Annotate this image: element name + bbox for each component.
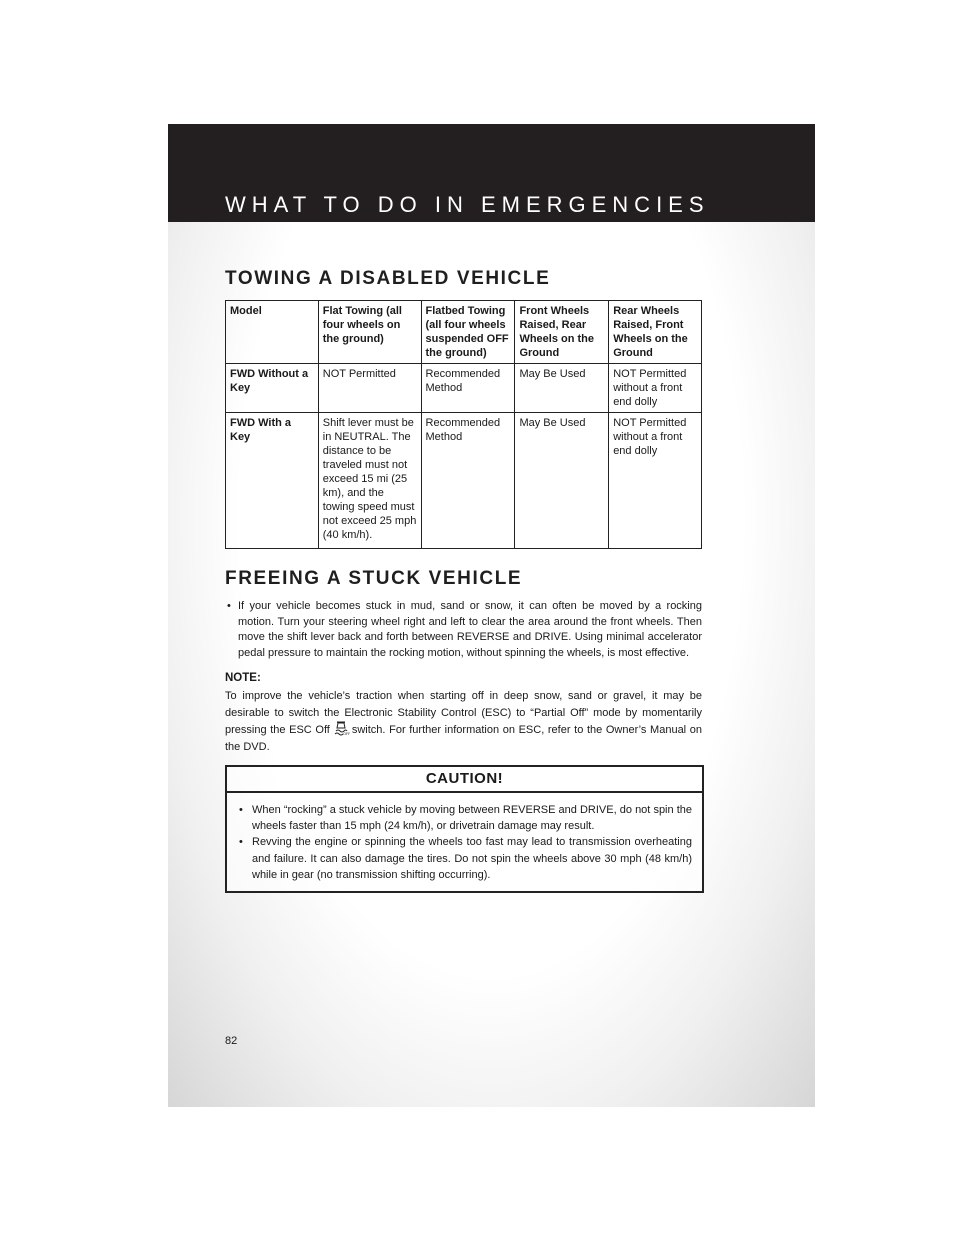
table-cell: NOT Permitted	[318, 364, 421, 413]
freeing-bullet-list	[225, 599, 702, 661]
towing-table	[225, 300, 702, 549]
column-header: Front Wheels Raised, Rear Wheels on the Ground	[515, 301, 609, 364]
freeing-heading: FREEING A STUCK VEHICLE	[225, 568, 523, 589]
table-cell: Recommended Method	[421, 413, 515, 549]
column-header: Flat Towing (all four wheels on the ground)	[318, 301, 421, 364]
page-number: 82	[225, 1035, 238, 1047]
table-row	[226, 413, 702, 549]
note-text-after: switch. For further information on ESC, refer to the Owner’s Manual on the DVD.	[225, 724, 702, 753]
note-text	[225, 688, 702, 755]
manual-page	[168, 124, 815, 1107]
table-row	[226, 364, 702, 413]
section-header-bar	[168, 124, 815, 222]
table-cell: FWD Without a Key	[226, 364, 319, 413]
table-cell: NOT Permitted without a front end dolly	[609, 413, 702, 549]
caution-box	[225, 765, 704, 893]
list-item: • When “rocking” a stuck vehicle by moving between REVERSE and DRIVE, do not spin the wheels faster than 15 mph (24 km/h), or drivetrain damage may result.	[237, 802, 692, 834]
note-text-before: To improve the vehicle’s traction when starting off in deep snow, sand or gravel, it may be desirable to switch the Electronic Stability Control (ESC) to “Partial Off” mode by momentarily pressing the ESC Off	[225, 690, 702, 736]
table-cell: May Be Used	[515, 413, 609, 549]
table-cell: Shift lever must be in NEUTRAL. The distance to be traveled must not exceed 15 mi (25 km), and the towing speed must not exceed 25 mph (40 km/h).	[318, 413, 421, 549]
column-header: Flatbed Towing (all four wheels suspended OFF the ground)	[421, 301, 515, 364]
esc-off-icon	[334, 721, 351, 736]
caution-title: CAUTION!	[227, 767, 702, 793]
section-title: WHAT TO DO IN EMERGENCIES	[225, 192, 710, 217]
table-cell: NOT Permitted without a front end dolly	[609, 364, 702, 413]
table-cell: May Be Used	[515, 364, 609, 413]
table-header-row	[226, 301, 702, 364]
svg-text:OFF: OFF	[343, 732, 351, 736]
caution-list	[237, 802, 692, 883]
table-cell: Recommended Method	[421, 364, 515, 413]
list-item: • If your vehicle becomes stuck in mud, sand or snow, it can often be moved by a rocking motion. Turn your steering wheel right and left to clear the area around the front wheels. Then move the shift lever back and forth between REVERSE and DRIVE. Using minimal accelerator pedal pressure to maintain the rocking motion, without spinning the wheels, is most effective.	[225, 599, 702, 661]
column-header: Model	[226, 301, 319, 364]
list-item: • Revving the engine or spinning the wheels too fast may lead to transmission overheating and failure. It can also damage the tires. Do not spin the wheels above 30 mph (48 km/h) while in gear (no transmission shifting occurring).	[237, 834, 692, 883]
note-label: NOTE:	[225, 672, 261, 684]
towing-heading: TOWING A DISABLED VEHICLE	[225, 268, 551, 289]
column-header: Rear Wheels Raised, Front Wheels on the Ground	[609, 301, 702, 364]
table-cell: FWD With a Key	[226, 413, 319, 549]
